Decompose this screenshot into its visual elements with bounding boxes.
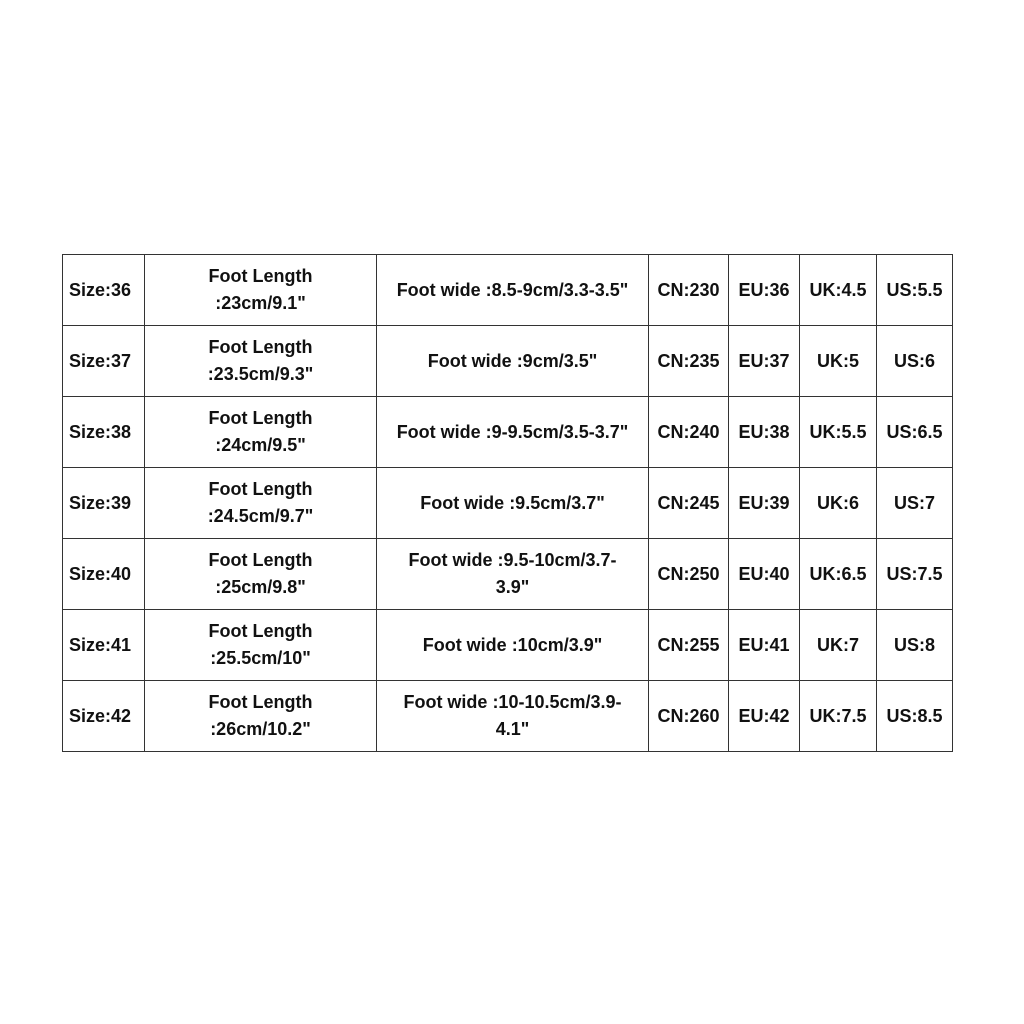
- foot-wide-cell: [377, 610, 649, 681]
- foot-length-value: :23.5cm/9.3": [207, 364, 314, 384]
- foot-wide-text: Foot wide :8.5-9cm/3.3-3.5": [396, 279, 629, 300]
- us-size-cell: US:6: [877, 326, 953, 397]
- foot-length-label: Foot Length: [208, 479, 313, 499]
- size-row-38: [63, 397, 953, 468]
- us-size-cell: US:7.5: [877, 539, 953, 610]
- foot-length-cell: [145, 468, 377, 539]
- foot-wide-text: Foot wide :9.5cm/3.7": [420, 492, 605, 513]
- eu-size-cell: EU:39: [729, 468, 800, 539]
- foot-length-value: :24.5cm/9.7": [207, 506, 314, 526]
- foot-length-cell: [145, 397, 377, 468]
- foot-length-value: :26cm/10.2": [210, 719, 311, 739]
- foot-wide-text-cont: 3.9": [495, 577, 530, 597]
- foot-length-cell: [145, 539, 377, 610]
- cn-size-cell: CN:245: [649, 468, 729, 539]
- foot-wide-cell: [377, 681, 649, 752]
- uk-size-cell: UK:5.5: [800, 397, 877, 468]
- cn-size-cell: CN:260: [649, 681, 729, 752]
- foot-wide-cell: [377, 468, 649, 539]
- foot-wide-text: Foot wide :10-10.5cm/3.9-: [403, 692, 622, 712]
- foot-length-label: Foot Length: [208, 692, 313, 712]
- size-row-37: [63, 326, 953, 397]
- cn-size-cell: CN:235: [649, 326, 729, 397]
- eu-size-cell: EU:42: [729, 681, 800, 752]
- foot-length-value: :24cm/9.5": [215, 435, 306, 455]
- cn-size-cell: CN:250: [649, 539, 729, 610]
- us-size-cell: US:5.5: [877, 255, 953, 326]
- size-cell: Size:37: [63, 326, 145, 397]
- eu-size-cell: EU:40: [729, 539, 800, 610]
- foot-length-cell: [145, 610, 377, 681]
- uk-size-cell: UK:6: [800, 468, 877, 539]
- size-row-36: [63, 255, 953, 326]
- us-size-cell: US:8: [877, 610, 953, 681]
- uk-size-cell: UK:5: [800, 326, 877, 397]
- size-row-40: [63, 539, 953, 610]
- size-cell: Size:40: [63, 539, 145, 610]
- eu-size-cell: EU:38: [729, 397, 800, 468]
- size-row-41: [63, 610, 953, 681]
- size-row-39: [63, 468, 953, 539]
- foot-length-cell: [145, 326, 377, 397]
- foot-length-label: Foot Length: [208, 337, 313, 357]
- us-size-cell: US:8.5: [877, 681, 953, 752]
- size-row-42: [63, 681, 953, 752]
- cn-size-cell: CN:255: [649, 610, 729, 681]
- size-cell: Size:36: [63, 255, 145, 326]
- foot-wide-text: Foot wide :9.5-10cm/3.7-: [408, 550, 617, 570]
- foot-wide-text: Foot wide :9cm/3.5": [427, 350, 598, 371]
- foot-length-label: Foot Length: [208, 266, 313, 286]
- foot-wide-text: Foot wide :10cm/3.9": [422, 634, 603, 655]
- foot-length-value: :25cm/9.8": [215, 577, 306, 597]
- foot-length-label: Foot Length: [208, 550, 313, 570]
- eu-size-cell: EU:41: [729, 610, 800, 681]
- foot-wide-cell: [377, 326, 649, 397]
- size-chart-table: [62, 254, 953, 752]
- uk-size-cell: UK:4.5: [800, 255, 877, 326]
- size-cell: Size:39: [63, 468, 145, 539]
- foot-length-value: :25.5cm/10": [210, 648, 311, 668]
- eu-size-cell: EU:36: [729, 255, 800, 326]
- uk-size-cell: UK:7: [800, 610, 877, 681]
- eu-size-cell: EU:37: [729, 326, 800, 397]
- uk-size-cell: UK:7.5: [800, 681, 877, 752]
- foot-length-cell: [145, 255, 377, 326]
- foot-wide-cell: [377, 539, 649, 610]
- foot-wide-cell: [377, 397, 649, 468]
- foot-length-label: Foot Length: [208, 621, 313, 641]
- us-size-cell: US:6.5: [877, 397, 953, 468]
- size-cell: Size:42: [63, 681, 145, 752]
- us-size-cell: US:7: [877, 468, 953, 539]
- cn-size-cell: CN:230: [649, 255, 729, 326]
- foot-length-cell: [145, 681, 377, 752]
- uk-size-cell: UK:6.5: [800, 539, 877, 610]
- cn-size-cell: CN:240: [649, 397, 729, 468]
- size-cell: Size:38: [63, 397, 145, 468]
- foot-wide-text: Foot wide :9-9.5cm/3.5-3.7": [396, 421, 629, 442]
- foot-length-value: :23cm/9.1": [215, 293, 306, 313]
- size-cell: Size:41: [63, 610, 145, 681]
- foot-wide-cell: [377, 255, 649, 326]
- foot-wide-text-cont: 4.1": [495, 719, 530, 739]
- foot-length-label: Foot Length: [208, 408, 313, 428]
